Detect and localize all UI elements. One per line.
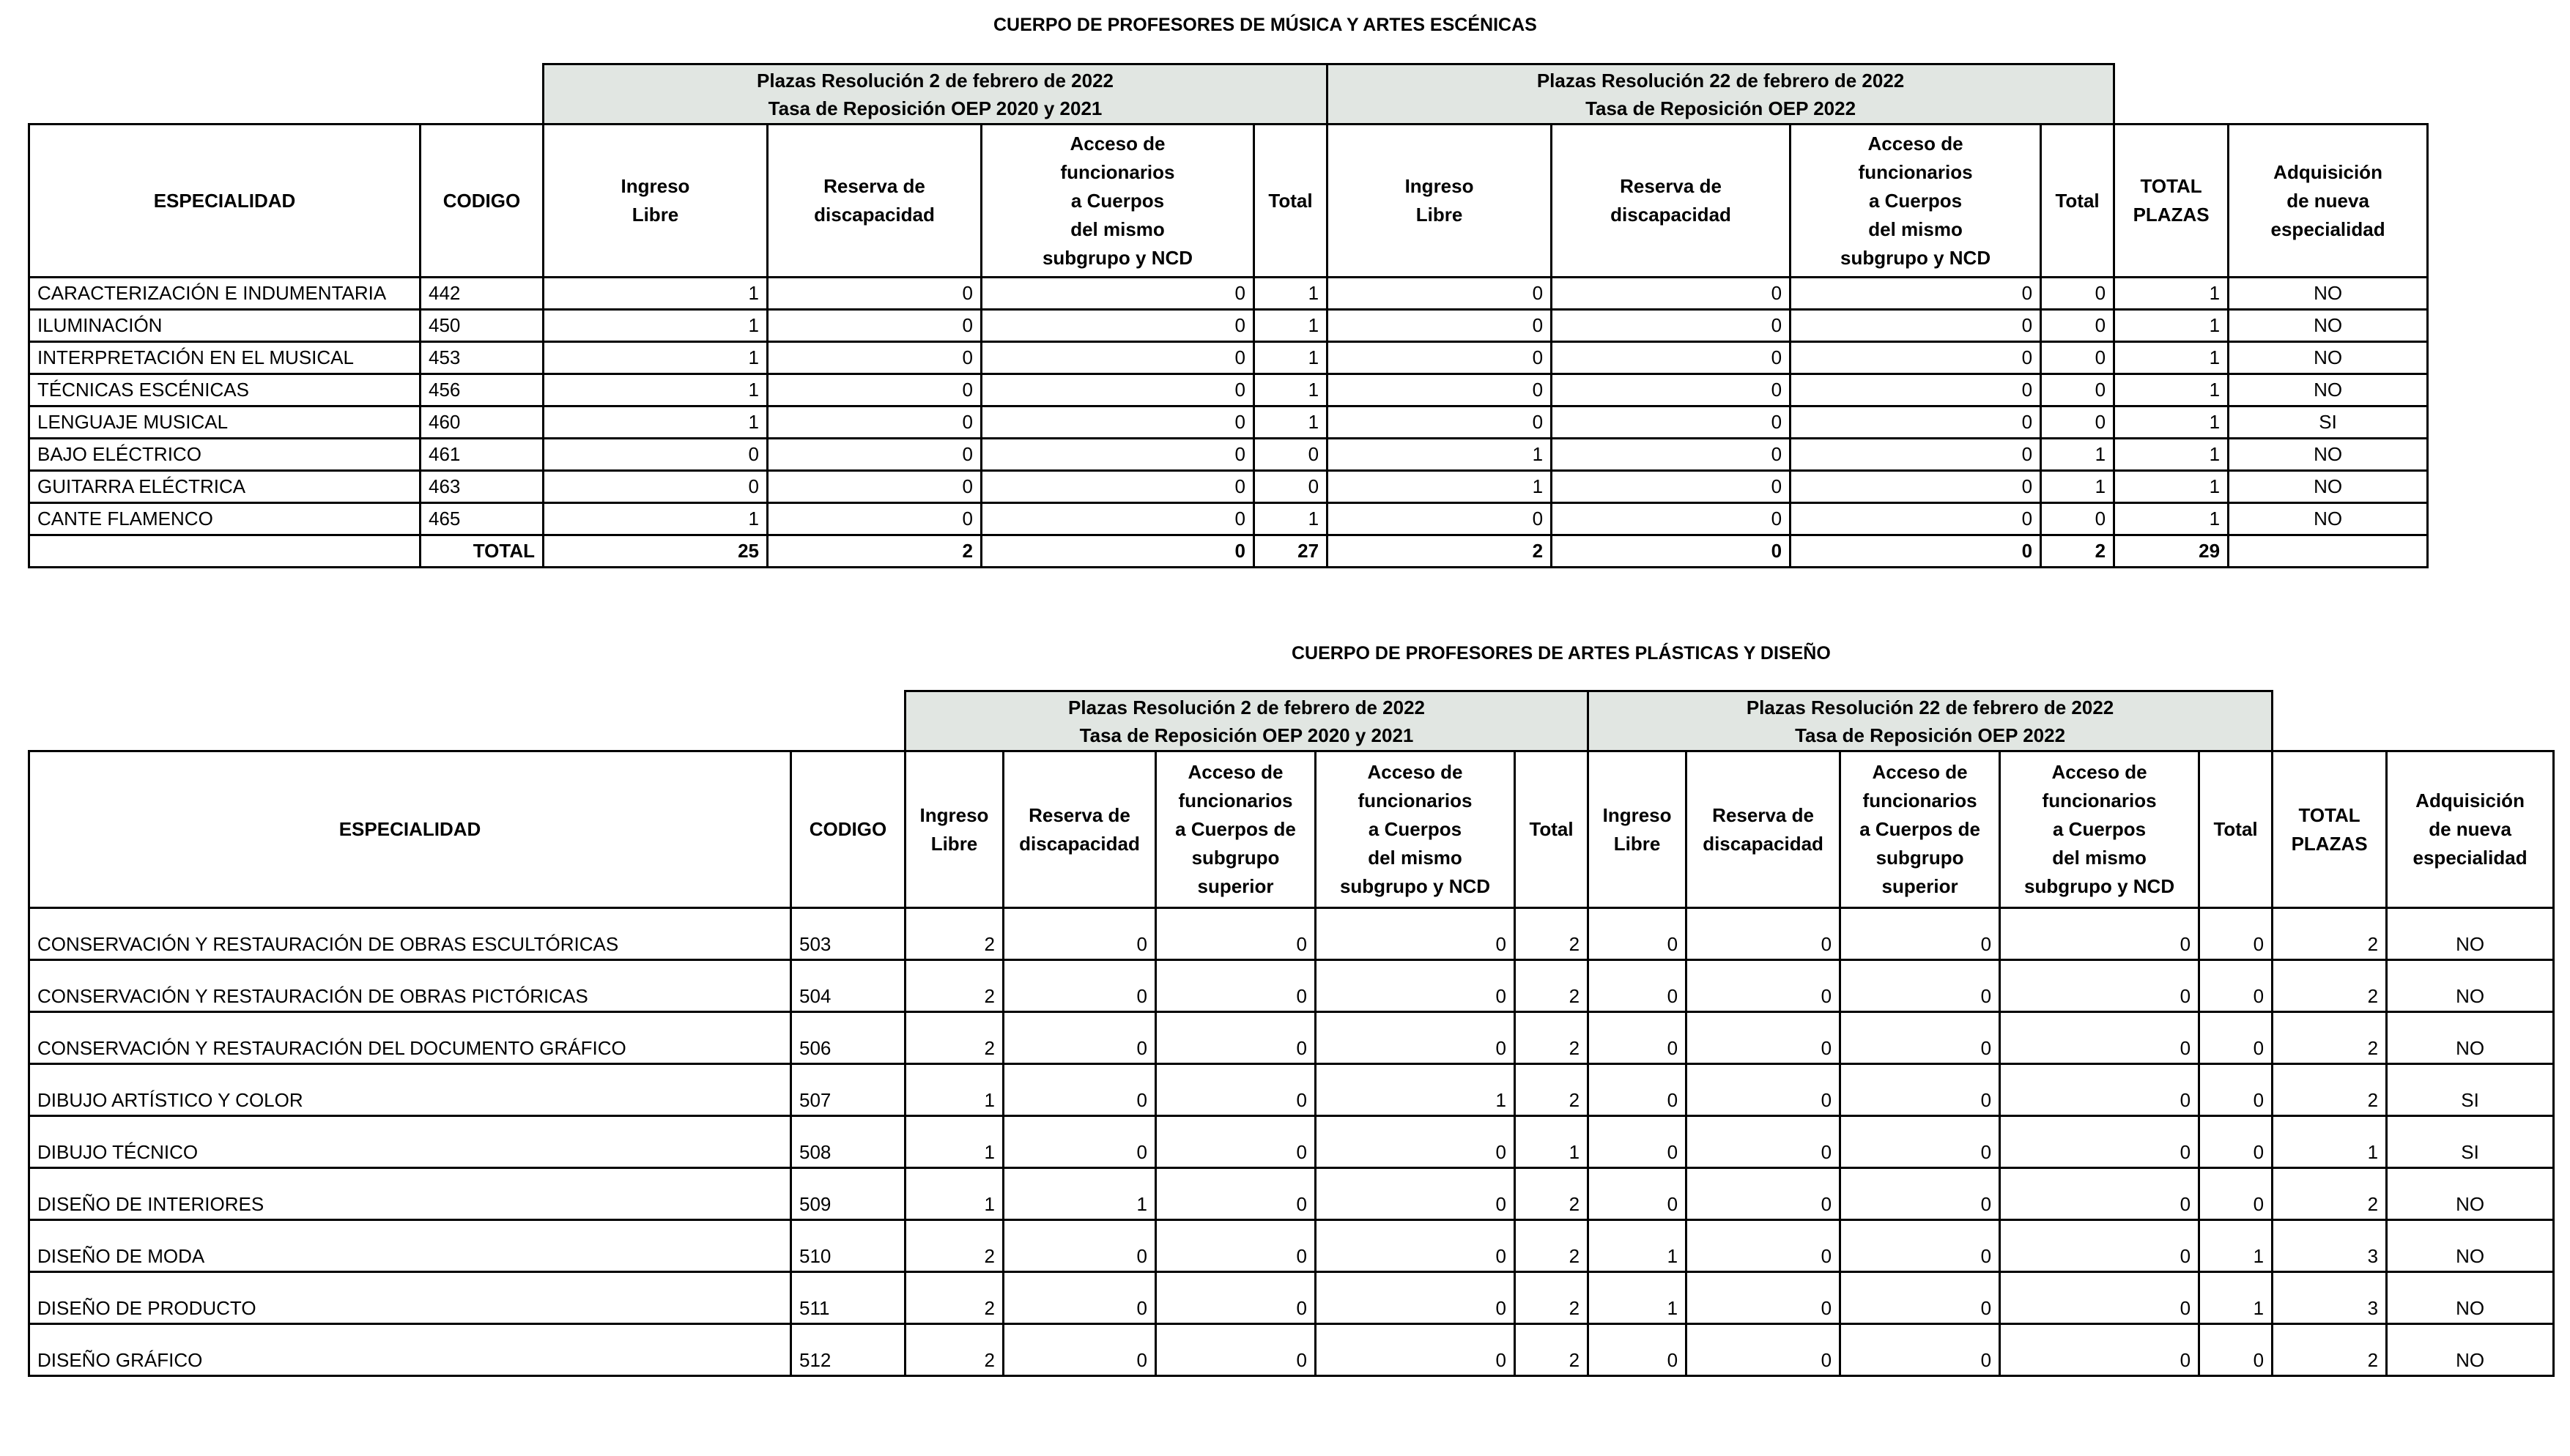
table-cell: 2 — [1515, 908, 1588, 960]
table-cell: NO — [2387, 1220, 2554, 1272]
table-cell: 0 — [1004, 1324, 1156, 1376]
cell-especialidad: CONSERVACIÓN Y RESTAURACIÓN DE OBRAS ESCULTÓRICAS — [29, 908, 791, 960]
table-cell: NO — [2387, 960, 2554, 1012]
cell-especialidad: DIBUJO ARTÍSTICO Y COLOR — [29, 1064, 791, 1116]
table-cell: 0 — [982, 278, 1254, 310]
table-cell: 2 — [1515, 1272, 1588, 1324]
col-especialidad: ESPECIALIDAD — [29, 125, 421, 278]
table-cell: 0 — [1840, 1012, 2000, 1064]
table-cell: NO — [2229, 503, 2428, 535]
table-cell: 0 — [982, 406, 1254, 439]
table-cell: NO — [2387, 1272, 2554, 1324]
col-codigo: CODIGO — [421, 125, 544, 278]
table-cell: 0 — [2041, 342, 2114, 374]
table-cell: 0 — [2000, 1012, 2199, 1064]
table-cell: 1 — [906, 1116, 1004, 1168]
plasticas-group1-header: Plazas Resolución 2 de febrero de 2022 Tasa de Reposición OEP 2020 y 2021 — [906, 691, 1588, 751]
table-cell: 0 — [1588, 1012, 1686, 1064]
table-cell: 0 — [1791, 439, 2041, 471]
total-cell — [29, 535, 421, 568]
cell-codigo: 460 — [421, 406, 544, 439]
table-cell: 0 — [2199, 1168, 2273, 1220]
table-cell: 1 — [544, 503, 768, 535]
table-cell: 1 — [1588, 1272, 1686, 1324]
table-cell: 2 — [2273, 1012, 2387, 1064]
plasticas-title: CUERPO DE PROFESORES DE ARTES PLÁSTICAS Y DISEÑO — [1292, 643, 1831, 664]
table-cell: NO — [2229, 310, 2428, 342]
table-cell: 0 — [1791, 406, 2041, 439]
table-cell: 0 — [1588, 1116, 1686, 1168]
table-cell: 0 — [982, 503, 1254, 535]
cell-especialidad: INTERPRETACIÓN EN EL MUSICAL — [29, 342, 421, 374]
table-row — [29, 960, 2554, 1012]
table-cell: 2 — [906, 1012, 1004, 1064]
table-cell: 0 — [1316, 960, 1515, 1012]
table-cell: 0 — [1327, 278, 1552, 310]
table-cell: NO — [2387, 1012, 2554, 1064]
table-cell: 0 — [1840, 1324, 2000, 1376]
table-cell: 0 — [1840, 1064, 2000, 1116]
table-cell: 1 — [2114, 374, 2229, 406]
table-cell: 0 — [1327, 374, 1552, 406]
table-cell: 0 — [1686, 1324, 1840, 1376]
col-acceso-mismo-2: Acceso de funcionarios a Cuerpos del mismo subgrupo y NCD — [2000, 751, 2199, 908]
table-cell: 0 — [1004, 1116, 1156, 1168]
table-cell: 1 — [544, 310, 768, 342]
col-acceso-superior: Acceso de funcionarios a Cuerpos de subgrupo superior — [1156, 751, 1316, 908]
table-cell: 1 — [906, 1168, 1004, 1220]
table-row — [29, 1168, 2554, 1220]
total-cell: 29 — [2114, 535, 2229, 568]
table-cell: 2 — [2273, 1324, 2387, 1376]
cell-especialidad: CANTE FLAMENCO — [29, 503, 421, 535]
cell-especialidad: ILUMINACIÓN — [29, 310, 421, 342]
table-cell: 0 — [982, 439, 1254, 471]
table-cell: 0 — [1316, 1220, 1515, 1272]
table-cell: 0 — [1327, 503, 1552, 535]
cell-especialidad: BAJO ELÉCTRICO — [29, 439, 421, 471]
cell-codigo: 453 — [421, 342, 544, 374]
table-cell: 0 — [1686, 1168, 1840, 1220]
table-cell: 0 — [2199, 960, 2273, 1012]
table-cell: SI — [2387, 1064, 2554, 1116]
table-cell: 0 — [1316, 1324, 1515, 1376]
total-cell: 2 — [768, 535, 982, 568]
cell-especialidad: DIBUJO TÉCNICO — [29, 1116, 791, 1168]
col-total-2: Total — [2041, 125, 2114, 278]
plasticas-group2-header: Plazas Resolución 22 de febrero de 2022 Tasa de Reposición OEP 2022 — [1588, 691, 2273, 751]
table-row — [29, 310, 2428, 342]
table-cell: 0 — [1254, 471, 1327, 503]
table-cell: 0 — [1791, 342, 2041, 374]
table-cell: 0 — [544, 439, 768, 471]
table-row — [29, 471, 2428, 503]
col-especialidad: ESPECIALIDAD — [29, 751, 791, 908]
table-cell: 0 — [1552, 406, 1791, 439]
cell-codigo: 510 — [791, 1220, 906, 1272]
col-acceso-mismo: Acceso de funcionarios a Cuerpos del mismo subgrupo y NCD — [1316, 751, 1515, 908]
table-cell: 0 — [1840, 1116, 2000, 1168]
cell-especialidad: DISEÑO GRÁFICO — [29, 1324, 791, 1376]
table-cell: 0 — [1552, 310, 1791, 342]
table-cell: NO — [2387, 908, 2554, 960]
col-reserva-2: Reserva de discapacidad — [1552, 125, 1791, 278]
table-cell: 1 — [1254, 342, 1327, 374]
total-cell: 25 — [544, 535, 768, 568]
table-cell: 0 — [1686, 1272, 1840, 1324]
table-cell: 0 — [2000, 1324, 2199, 1376]
cell-codigo: 456 — [421, 374, 544, 406]
table-cell: 0 — [1004, 1064, 1156, 1116]
plasticas-table — [28, 690, 2555, 1377]
table-cell: 0 — [544, 471, 768, 503]
table-row — [29, 908, 2554, 960]
table-cell: 0 — [1552, 374, 1791, 406]
total-cell: 0 — [982, 535, 1254, 568]
table-cell: 0 — [768, 406, 982, 439]
table-cell: 0 — [1156, 1220, 1316, 1272]
col-total-2: Total — [2199, 751, 2273, 908]
table-cell: 0 — [2199, 1116, 2273, 1168]
table-cell: 0 — [1327, 406, 1552, 439]
table-cell: 0 — [1156, 1064, 1316, 1116]
table-row — [29, 342, 2428, 374]
table-cell: 0 — [982, 342, 1254, 374]
table-cell: 0 — [1156, 1116, 1316, 1168]
table-cell: 1 — [2041, 439, 2114, 471]
table-cell: 0 — [1588, 908, 1686, 960]
col-adquisicion: Adquisición de nueva especialidad — [2387, 751, 2554, 908]
total-cell — [2229, 535, 2428, 568]
table-cell: 1 — [1004, 1168, 1156, 1220]
table-cell: 1 — [544, 342, 768, 374]
table-cell: 0 — [1316, 1168, 1515, 1220]
table-cell: 1 — [1515, 1116, 1588, 1168]
col-reserva: Reserva de discapacidad — [1004, 751, 1156, 908]
table-cell: 0 — [1254, 439, 1327, 471]
cell-codigo: 506 — [791, 1012, 906, 1064]
total-cell: 0 — [1791, 535, 2041, 568]
col-acceso-superior-2: Acceso de funcionarios a Cuerpos de subgrupo superior — [1840, 751, 2000, 908]
table-cell: 1 — [2114, 310, 2229, 342]
table-cell: 0 — [2000, 908, 2199, 960]
table-cell: 0 — [768, 310, 982, 342]
cell-especialidad: CARACTERIZACIÓN E INDUMENTARIA — [29, 278, 421, 310]
table-cell: 2 — [2273, 1168, 2387, 1220]
table-cell: 0 — [2000, 1220, 2199, 1272]
col-ingreso-libre-2: Ingreso Libre — [1588, 751, 1686, 908]
table-cell: 1 — [1254, 278, 1327, 310]
table-cell: 1 — [1254, 310, 1327, 342]
col-total: Total — [1515, 751, 1588, 908]
table-cell: 0 — [1686, 1012, 1840, 1064]
table-cell: 1 — [544, 278, 768, 310]
table-cell: 0 — [1686, 960, 1840, 1012]
table-cell: 0 — [1156, 908, 1316, 960]
table-cell: 0 — [1004, 1012, 1156, 1064]
cell-codigo: 465 — [421, 503, 544, 535]
table-cell: 0 — [1552, 278, 1791, 310]
table-cell: NO — [2229, 374, 2428, 406]
table-cell: 1 — [544, 374, 768, 406]
col-ingreso-libre-2: Ingreso Libre — [1327, 125, 1552, 278]
cell-codigo: 512 — [791, 1324, 906, 1376]
table-cell: 0 — [1316, 1272, 1515, 1324]
table-cell: NO — [2229, 439, 2428, 471]
table-cell: 1 — [2114, 342, 2229, 374]
col-ingreso-libre: Ingreso Libre — [544, 125, 768, 278]
table-cell: 1 — [1254, 374, 1327, 406]
table-cell: 0 — [1327, 310, 1552, 342]
total-cell: 27 — [1254, 535, 1327, 568]
table-cell: 2 — [2273, 960, 2387, 1012]
table-cell: 0 — [1552, 342, 1791, 374]
table-cell: 0 — [1004, 1220, 1156, 1272]
table-cell: 1 — [2114, 406, 2229, 439]
table-cell: 2 — [906, 1324, 1004, 1376]
table-cell: 2 — [906, 1220, 1004, 1272]
table-cell: 0 — [1588, 1168, 1686, 1220]
table-cell: NO — [2229, 278, 2428, 310]
table-cell: 2 — [1515, 1324, 1588, 1376]
total-cell: 2 — [1327, 535, 1552, 568]
table-cell: 3 — [2273, 1220, 2387, 1272]
table-row — [29, 1064, 2554, 1116]
table-cell: 0 — [2000, 1064, 2199, 1116]
table-cell: 3 — [2273, 1272, 2387, 1324]
table-cell: 1 — [2199, 1220, 2273, 1272]
table-cell: 0 — [2000, 1168, 2199, 1220]
table-cell: 0 — [982, 310, 1254, 342]
cell-codigo: 507 — [791, 1064, 906, 1116]
table-cell: 0 — [982, 374, 1254, 406]
musica-title: CUERPO DE PROFESORES DE MÚSICA Y ARTES ESCÉNICAS — [993, 15, 1537, 35]
musica-total-row — [29, 535, 2428, 568]
table-cell: 0 — [2041, 374, 2114, 406]
table-cell: 0 — [1316, 908, 1515, 960]
cell-especialidad: DISEÑO DE MODA — [29, 1220, 791, 1272]
table-cell: 0 — [1327, 342, 1552, 374]
table-row — [29, 406, 2428, 439]
table-cell: 0 — [1791, 471, 2041, 503]
table-cell: 1 — [1254, 406, 1327, 439]
table-row — [29, 1272, 2554, 1324]
table-cell: 0 — [1004, 960, 1156, 1012]
table-row — [29, 1116, 2554, 1168]
cell-especialidad: TÉCNICAS ESCÉNICAS — [29, 374, 421, 406]
table-cell: 1 — [1588, 1220, 1686, 1272]
table-cell: 0 — [2199, 1064, 2273, 1116]
plasticas-column-headers — [29, 751, 2554, 908]
table-cell: 0 — [2199, 1324, 2273, 1376]
table-cell: 0 — [1004, 1272, 1156, 1324]
table-cell: 2 — [1515, 960, 1588, 1012]
table-cell: 0 — [1156, 1324, 1316, 1376]
table-cell: 0 — [1552, 439, 1791, 471]
table-cell: 2 — [2273, 1064, 2387, 1116]
cell-especialidad: GUITARRA ELÉCTRICA — [29, 471, 421, 503]
cell-codigo: 463 — [421, 471, 544, 503]
table-cell: 2 — [906, 1272, 1004, 1324]
col-adquisicion: Adquisición de nueva especialidad — [2229, 125, 2428, 278]
table-cell: 2 — [2273, 908, 2387, 960]
col-acceso: Acceso de funcionarios a Cuerpos del mismo subgrupo y NCD — [982, 125, 1254, 278]
table-cell: 0 — [2199, 908, 2273, 960]
table-cell: 1 — [2114, 471, 2229, 503]
table-cell: 0 — [1791, 374, 2041, 406]
col-total: Total — [1254, 125, 1327, 278]
table-cell: 2 — [1515, 1012, 1588, 1064]
total-cell: 0 — [1552, 535, 1791, 568]
table-cell: SI — [2229, 406, 2428, 439]
table-cell: 1 — [2114, 278, 2229, 310]
cell-codigo: 450 — [421, 310, 544, 342]
col-codigo: CODIGO — [791, 751, 906, 908]
table-cell: 0 — [1840, 1220, 2000, 1272]
table-cell: 0 — [1840, 1168, 2000, 1220]
table-cell: 1 — [2273, 1116, 2387, 1168]
table-row — [29, 439, 2428, 471]
table-cell: 0 — [1686, 1116, 1840, 1168]
table-cell: 2 — [1515, 1064, 1588, 1116]
total-label: TOTAL — [421, 535, 544, 568]
cell-codigo: 508 — [791, 1116, 906, 1168]
cell-codigo: 509 — [791, 1168, 906, 1220]
table-cell: 0 — [768, 278, 982, 310]
table-cell: 0 — [2000, 960, 2199, 1012]
col-total-plazas: TOTAL PLAZAS — [2114, 125, 2229, 278]
table-cell: 0 — [1686, 1220, 1840, 1272]
table-cell: 0 — [1791, 503, 2041, 535]
table-cell: 1 — [1327, 471, 1552, 503]
col-total-plazas: TOTAL PLAZAS — [2273, 751, 2387, 908]
cell-codigo: 511 — [791, 1272, 906, 1324]
musica-group1-header: Plazas Resolución 2 de febrero de 2022 Tasa de Reposición OEP 2020 y 2021 — [544, 64, 1327, 125]
cell-especialidad: CONSERVACIÓN Y RESTAURACIÓN DE OBRAS PICTÓRICAS — [29, 960, 791, 1012]
table-cell: 0 — [2041, 310, 2114, 342]
table-cell: 1 — [1254, 503, 1327, 535]
table-cell: 0 — [768, 342, 982, 374]
table-row — [29, 374, 2428, 406]
table-cell: 1 — [2114, 439, 2229, 471]
table-cell: 0 — [768, 471, 982, 503]
table-cell: 0 — [768, 439, 982, 471]
table-cell: 0 — [1552, 471, 1791, 503]
table-cell: 0 — [1156, 1168, 1316, 1220]
table-cell: 0 — [2000, 1272, 2199, 1324]
musica-column-headers — [29, 125, 2428, 278]
table-cell: 0 — [1004, 908, 1156, 960]
table-cell: 0 — [1156, 1272, 1316, 1324]
table-row — [29, 503, 2428, 535]
table-row — [29, 278, 2428, 310]
table-cell: 0 — [768, 503, 982, 535]
table-cell: 0 — [1686, 908, 1840, 960]
table-cell: 2 — [1515, 1220, 1588, 1272]
table-cell: NO — [2387, 1168, 2554, 1220]
table-cell: 0 — [1791, 310, 2041, 342]
cell-codigo: 503 — [791, 908, 906, 960]
table-cell: 0 — [2041, 503, 2114, 535]
cell-especialidad: DISEÑO DE INTERIORES — [29, 1168, 791, 1220]
table-cell: 0 — [1686, 1064, 1840, 1116]
musica-group2-header: Plazas Resolución 22 de febrero de 2022 Tasa de Reposición OEP 2022 — [1327, 64, 2114, 125]
table-row — [29, 1324, 2554, 1376]
table-cell: 0 — [2041, 406, 2114, 439]
table-cell: SI — [2387, 1116, 2554, 1168]
cell-codigo: 461 — [421, 439, 544, 471]
table-cell: 0 — [1316, 1116, 1515, 1168]
table-cell: 0 — [1840, 908, 2000, 960]
table-cell: 0 — [1791, 278, 2041, 310]
table-cell: 1 — [1316, 1064, 1515, 1116]
cell-codigo: 504 — [791, 960, 906, 1012]
table-cell: 0 — [1588, 1064, 1686, 1116]
table-cell: 1 — [2199, 1272, 2273, 1324]
table-cell: 1 — [906, 1064, 1004, 1116]
table-cell: 2 — [906, 908, 1004, 960]
table-cell: 0 — [1156, 1012, 1316, 1064]
table-cell: 0 — [768, 374, 982, 406]
table-cell: 0 — [1156, 960, 1316, 1012]
cell-especialidad: CONSERVACIÓN Y RESTAURACIÓN DEL DOCUMENTO GRÁFICO — [29, 1012, 791, 1064]
cell-especialidad: DISEÑO DE PRODUCTO — [29, 1272, 791, 1324]
col-ingreso-libre: Ingreso Libre — [906, 751, 1004, 908]
table-cell: 2 — [906, 960, 1004, 1012]
table-cell: 0 — [1840, 1272, 2000, 1324]
cell-codigo: 442 — [421, 278, 544, 310]
table-cell: NO — [2229, 342, 2428, 374]
table-cell: 0 — [2199, 1012, 2273, 1064]
col-reserva-2: Reserva de discapacidad — [1686, 751, 1840, 908]
table-cell: 0 — [1552, 503, 1791, 535]
table-cell: 0 — [1316, 1012, 1515, 1064]
table-cell: 0 — [1588, 1324, 1686, 1376]
cell-especialidad: LENGUAJE MUSICAL — [29, 406, 421, 439]
table-cell: 0 — [1840, 960, 2000, 1012]
table-cell: 1 — [1327, 439, 1552, 471]
table-cell: 1 — [2041, 471, 2114, 503]
table-row — [29, 1220, 2554, 1272]
table-cell: 0 — [1588, 960, 1686, 1012]
table-cell: NO — [2387, 1324, 2554, 1376]
table-cell: 2 — [1515, 1168, 1588, 1220]
table-cell: 0 — [2041, 278, 2114, 310]
table-cell: 0 — [2000, 1116, 2199, 1168]
table-cell: NO — [2229, 471, 2428, 503]
table-cell: 1 — [544, 406, 768, 439]
musica-table — [28, 63, 2429, 568]
table-row — [29, 1012, 2554, 1064]
col-acceso-2: Acceso de funcionarios a Cuerpos del mismo subgrupo y NCD — [1791, 125, 2041, 278]
col-reserva: Reserva de discapacidad — [768, 125, 982, 278]
table-cell: 1 — [2114, 503, 2229, 535]
table-cell: 0 — [982, 471, 1254, 503]
total-cell: 2 — [2041, 535, 2114, 568]
